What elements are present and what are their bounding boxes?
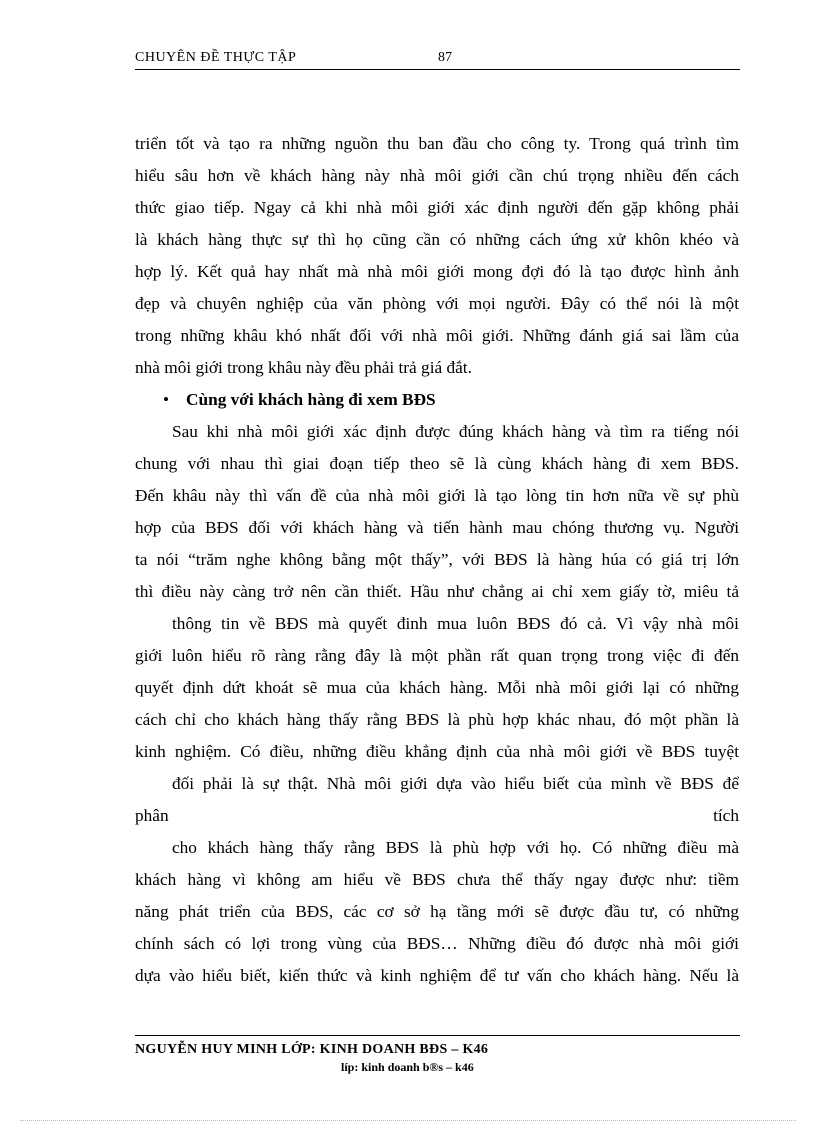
text-line: thông tin về BĐS mà quyết đinh mua luôn BĐS đó cả. Vì vậy nhà môi xyxy=(172,614,739,633)
page-number: 87 xyxy=(438,50,452,65)
bullet-icon: • xyxy=(163,390,170,409)
text-line: Đến khâu này thì vấn đề của nhà môi giới là tạo lòng tin hơn nữa về sự phù xyxy=(135,486,739,505)
text-line: Sau khi nhà môi giới xác định được đúng khách hàng và tìm ra tiếng nói xyxy=(172,422,739,441)
text-line: nhà môi giới trong khâu này đều phải trả giá đắt. xyxy=(135,358,472,377)
text-line: hiểu sâu hơn về khách hàng này nhà môi giới cần chú trọng nhiều đến cách xyxy=(135,166,739,185)
text-line: chung với nhau thì giai đoạn tiếp theo sẽ là cùng khách hàng đi xem BĐS. xyxy=(135,454,739,473)
footer-author: NGUYỄN HUY MINH LỚP: KINH DOANH BĐS – K46 xyxy=(135,1042,489,1057)
split-word-right: tích xyxy=(713,806,739,825)
text-line: giới luôn hiểu rõ ràng rằng đây là một phần rất quan trọng trong việc đi đến xyxy=(135,646,739,665)
text-line: thức giao tiếp. Ngay cả khi nhà môi giới xác định người đến gặp không phải xyxy=(135,198,739,217)
text-line: hợp của BĐS đối với khách hàng và tiến hành mau chóng thương vụ. Người xyxy=(135,518,739,537)
text-line: dựa vào hiểu biết, kiến thức và kinh nghiệm để tư vấn cho khách hàng. Nếu là xyxy=(135,966,739,985)
section-heading xyxy=(135,384,739,416)
text-line: đối phải là sự thật. Nhà môi giới dựa vào hiểu biết của mình về BĐS để xyxy=(172,774,739,793)
page-header xyxy=(135,47,740,70)
split-word-left: phân xyxy=(135,806,169,825)
text-line: quyết định dứt khoát sẽ mua của khách hàng. Mỗi nhà môi giới lại có những xyxy=(135,678,739,697)
text-line: ta nói “trăm nghe không bằng một thấy”, với BĐS là hàng húa có giá trị lớn xyxy=(135,550,739,569)
document-body xyxy=(135,128,739,992)
text-line: trong những khâu khó nhất đối với nhà môi giới. Những đánh giá sai lầm của xyxy=(135,326,739,345)
header-title: CHUYÊN ĐỀ THỰC TẬP xyxy=(135,50,297,65)
text-line: là khách hàng thực sự thì họ cũng cần có những cách ứng xử khôn khéo và xyxy=(135,230,739,249)
text-line: triển tốt và tạo ra những nguồn thu ban đầu cho công ty. Trong quá trình tìm xyxy=(135,134,739,153)
text-line: chính sách có lợi trong vùng của BĐS… Những điều đó được nhà môi giới xyxy=(135,934,739,953)
page-footer xyxy=(135,1035,740,1075)
text-line: hợp lý. Kết quả hay nhất mà nhà môi giới mong đợi đó là tạo được hình ảnh xyxy=(135,262,739,281)
section-heading-text: Cùng với khách hàng đi xem BĐS xyxy=(186,390,436,409)
text-line: năng phát triển của BĐS, các cơ sở hạ tầng mới sẽ được đầu tư, có những xyxy=(135,902,739,921)
page-edge-divider xyxy=(20,1120,796,1121)
text-line: khách hàng vì không am hiểu về BĐS chưa thể thấy ngay được như: tiềm xyxy=(135,870,739,889)
text-line: kinh nghiệm. Có điều, những điều khẳng định của nhà môi giới về BĐS tuyệt xyxy=(135,742,739,761)
text-line: đẹp và chuyên nghiệp của văn phòng với mọi người. Đây có thể nói là một xyxy=(135,294,739,313)
text-line: cho khách hàng thấy rằng BĐS là phù hợp với họ. Có những điều mà xyxy=(172,838,739,857)
text-line: cách chỉ cho khách hàng thấy rằng BĐS là phù hợp khác nhau, đó một phần là xyxy=(135,710,739,729)
split-text-line xyxy=(135,800,739,832)
text-line: thì điều này càng trở nên cần thiết. Hầu như chẳng ai chỉ xem giấy tờ, miêu tả xyxy=(135,582,739,601)
footer-class: líp: kinh doanh b®s – k46 xyxy=(341,1060,474,1074)
